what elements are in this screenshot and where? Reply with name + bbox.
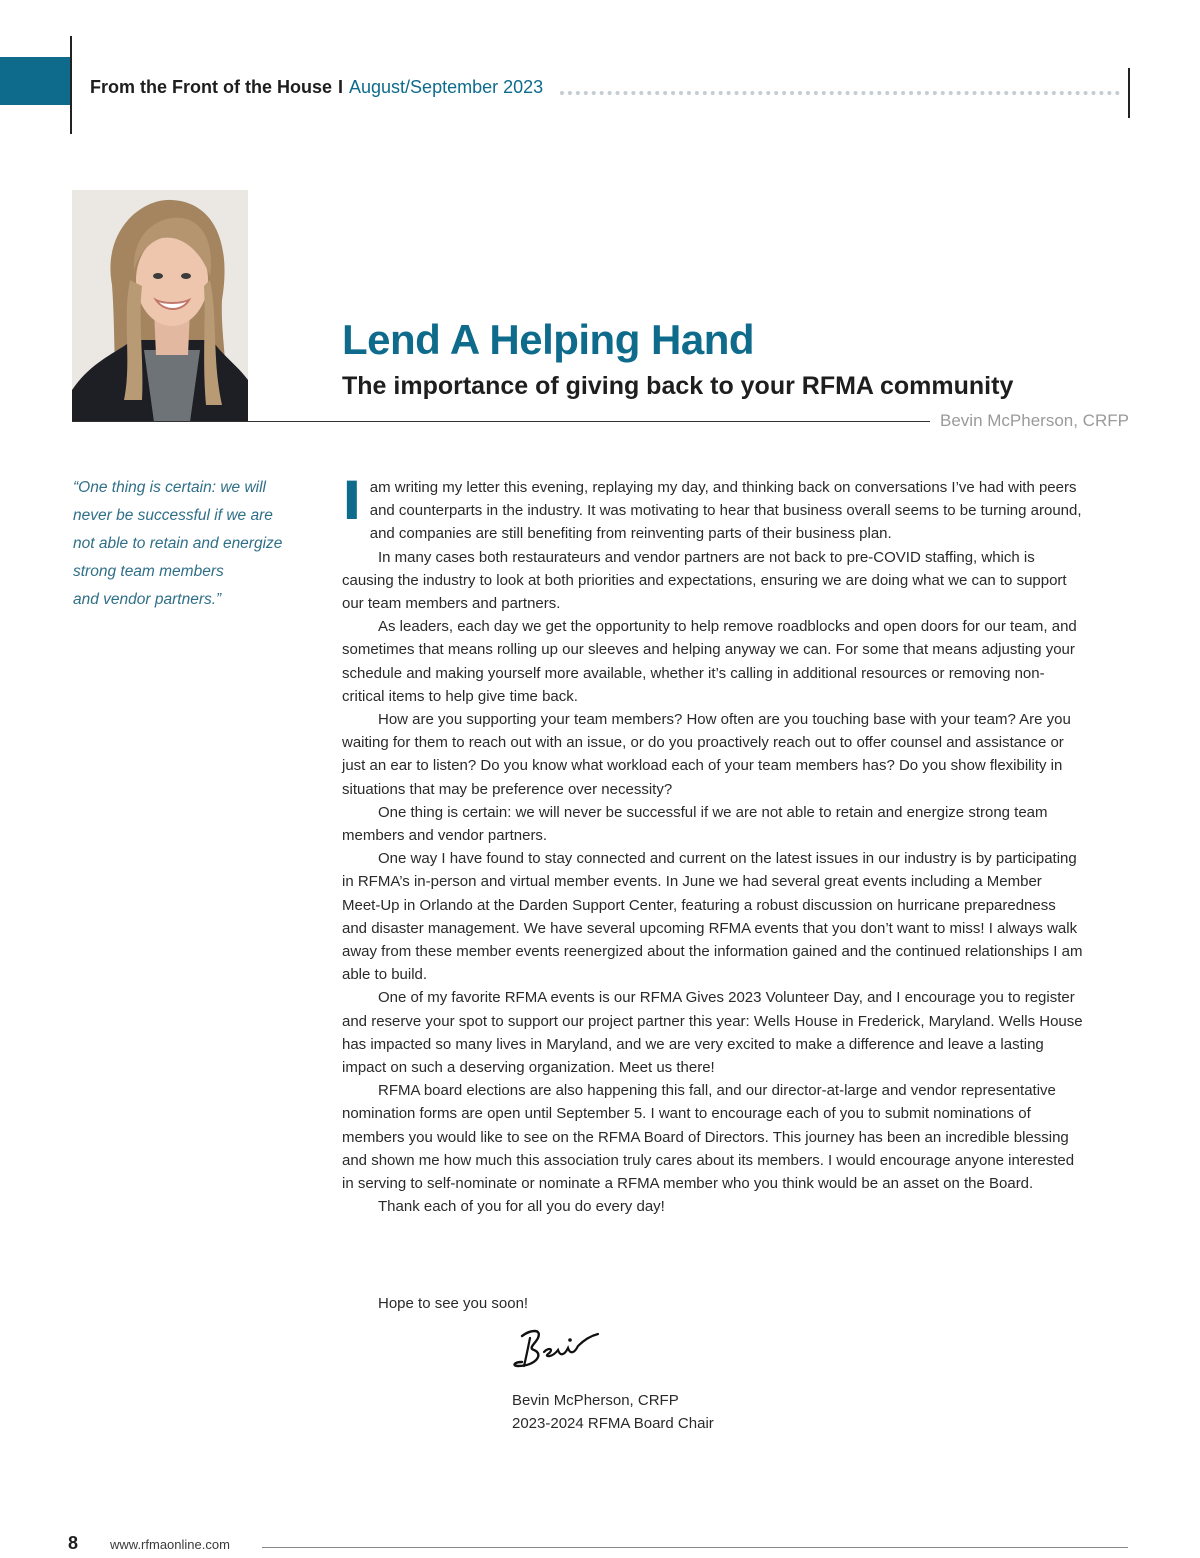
body-paragraph: RFMA board elections are also happening this fall, and our director-at-large and vendor representative nomination forms are open until September 5. I want to encourage each of you to submit nominations of members you would like to see on the RFMA Board of Directors. This journey has been an incredible blessing and shown me how much this association truly cares about its members. I would encourage anyone interested in serving to self-nominate or nominate a RFMA member who you think would be an asset on the Board. — [342, 1082, 1075, 1193]
header-divider-left — [70, 36, 72, 134]
header-color-tab — [0, 57, 72, 105]
author-portrait-icon — [72, 190, 248, 422]
first-paragraph-text: am writing my letter this evening, replaying my day, and thinking back on conversations I’ve had with peers and counterparts in the industry. It was motivating to hear that business overall seems to be turning around, and companies are still benefiting from reinventing parts of their business plan. — [369, 479, 1082, 543]
pull-quote-line: strong team members — [73, 563, 224, 580]
signer-title: 2023-2024 RFMA Board Chair — [512, 1415, 714, 1433]
header-separator: I — [338, 77, 344, 97]
header-dotted-rule — [560, 91, 1120, 95]
body-paragraph: As leaders, each day we get the opportunity to help remove roadblocks and open doors for our team, and sometimes that means rolling up our sleeves and helping anyway we can. For some that means adjusting your schedule and making yourself more available, whether it’s calling in additional resources or removing non-critical items to help give time back. — [342, 618, 1077, 705]
header-issue-date: August/September 2023 — [349, 77, 544, 97]
title-rule — [72, 421, 930, 422]
pull-quote-line: never be successful if we are — [73, 507, 273, 524]
header-section-title: From the Front of the House — [90, 77, 332, 97]
signer-name: Bevin McPherson, CRFP — [512, 1392, 679, 1409]
handwritten-signature-icon — [508, 1322, 608, 1374]
article-byline: Bevin McPherson, CRFP — [940, 411, 1129, 430]
article-title: Lend A Helping Hand — [342, 316, 755, 363]
pull-quote-line: and vendor partners.” — [73, 591, 222, 608]
header-divider-right — [1128, 68, 1130, 118]
running-header — [90, 77, 543, 98]
author-photo — [72, 190, 248, 422]
page-number: 8 — [68, 1533, 79, 1553]
body-paragraph: One way I have found to stay connected and current on the latest issues in our industry is by participating in RFMA’s in-person and virtual member events. In June we had several great events including a Member Meet-Up in Orlando at the Darden Support Center, featuring a robust discussion on hurricane preparedness and disaster management. We have several upcoming RFMA events that you don’t want to miss! I always walk away from these member events reenergized about the information gained and the continued relationships I am able to build. — [342, 850, 1083, 984]
article-body — [342, 471, 1084, 1219]
article-subtitle: The importance of giving back to your RFMA community — [342, 372, 1014, 400]
body-paragraph: One of my favorite RFMA events is our RFMA Gives 2023 Volunteer Day, and I encourage you to register and reserve your spot to support our project partner this year: Wells House in Frederick, Maryland. Wells House has impacted so many lives in Maryland, and we are very excited to make a difference and leave a lasting impact on such a deserving organization. Meet us there! — [342, 989, 1083, 1077]
signer-block — [512, 1389, 714, 1435]
body-paragraph: How are you supporting your team members? How often are you touching base with your team? Are you waiting for them to reach out with an issue, or do you proactively reach out to offer counsel and assistance or just an ear to listen? Do you know what workload each of your team members has? Do you show flexibility in situations that may be preference over necessity? — [342, 711, 1071, 798]
footer-rule — [262, 1547, 1128, 1548]
closing-line: Hope to see you soon! — [378, 1295, 529, 1312]
drop-cap: I — [342, 471, 362, 532]
body-paragraph: One thing is certain: we will never be successful if we are not able to retain and energize strong team members and vendor partners. — [342, 803, 1048, 845]
pull-quote-line: not able to retain and energize — [73, 535, 283, 552]
body-paragraph: Thank each of you for all you do every day! — [378, 1198, 665, 1216]
website-link[interactable]: www.rfmaonline.com — [110, 1537, 230, 1552]
body-paragraph — [342, 471, 1084, 546]
signature — [508, 1322, 608, 1374]
pull-quote-line: “One thing is certain: we will — [73, 479, 266, 496]
pull-quote — [73, 474, 313, 614]
body-paragraph: In many cases both restaurateurs and vendor partners are not back to pre-COVID staffing, which is causing the industry to look at both priorities and expectations, ensuring we are doing what we can to support our team members and partners. — [342, 548, 1067, 613]
